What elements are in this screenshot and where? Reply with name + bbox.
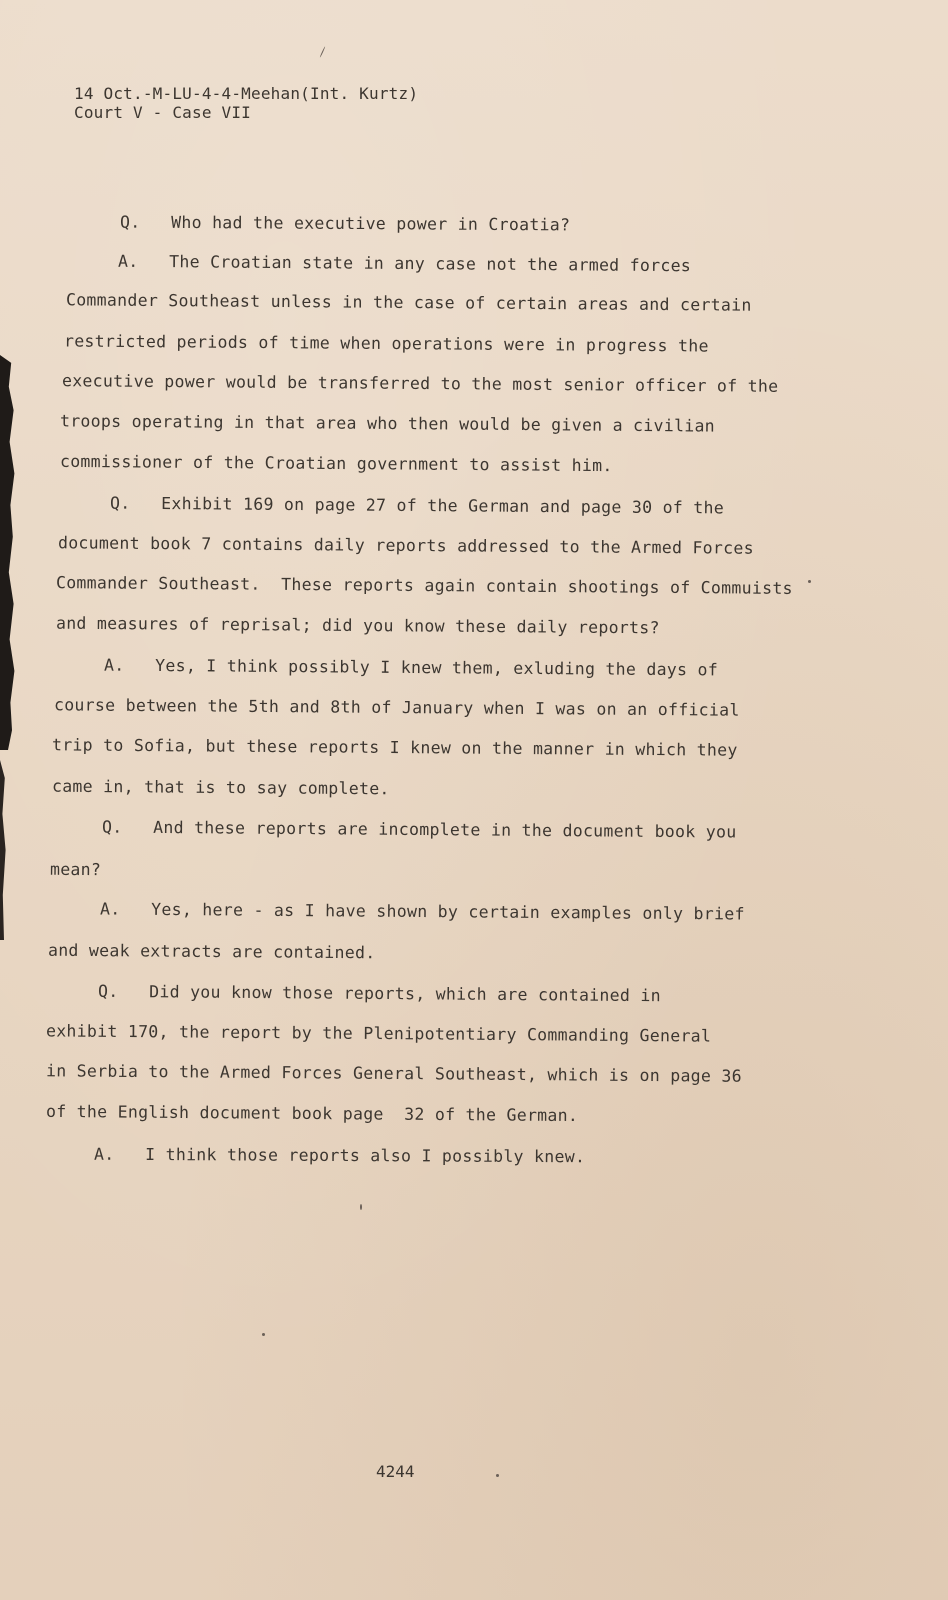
transcript-line: course between the 5th and 8th of January when I was on an official [53,695,740,720]
transcript-line: Q. And these reports are incomplete in the document book you [101,817,737,842]
transcript-line: executive power would be transferred to the most senior officer of the [61,371,779,396]
paper-speck [808,580,811,583]
transcript-line: A. Yes, I think possibly I knew them, exluding the days of [103,655,719,680]
transcript-line: Q. Did you know those reports, which are contained in [97,981,661,1006]
transcript-line: and weak extracts are contained. [47,940,376,963]
transcript-line: A. I think those reports also I possibly knew. [93,1144,586,1167]
paper-speck [262,1333,265,1336]
transcript-line: document book 7 contains daily reports addressed to the Armed Forces [57,533,754,558]
transcript-line: troops operating in that area who then would be given a civilian [59,411,716,436]
transcript-line: A. Yes, here - as I have shown by certain examples only brief [99,899,745,924]
transcript-line: Commander Southeast unless in the case of certain areas and certain [65,290,752,315]
header-session-line: 14 Oct.-M-LU-4-4-Meehan(Int. Kurtz) [74,84,419,103]
transcript-line: in Serbia to the Armed Forces General Southeast, which is on page 36 [45,1061,742,1086]
transcript-line: Commander Southeast. These reports again contain shootings of Commuists [55,573,793,598]
transcript-line: Q. Exhibit 169 on page 27 of the German and page 30 of the [109,493,725,518]
header-court-line: Court V - Case VII [74,103,251,122]
transcript-line: and measures of reprisal; did you know these daily reports? [55,613,660,638]
transcript-line: exhibit 170, the report by the Plenipotentiary Commanding General [45,1021,712,1046]
transcript-line: restricted periods of time when operations were in progress the [63,331,709,356]
transcript-line: mean? [49,859,102,880]
transcript-header [74,84,418,122]
transcript-line: trip to Sofia, but these reports I knew on the manner in which they [51,735,738,760]
transcript-line: A. The Croatian state in any case not the armed forces [117,251,692,276]
transcript-line: came in, that is to say complete. [51,776,390,799]
page-number: 4244 [376,1462,415,1481]
torn-left-edge [0,355,16,750]
paper-speck [360,1204,362,1210]
torn-left-edge-lower [0,760,8,940]
paper-speck [320,46,326,57]
transcript-line: Q. Who had the executive power in Croatia? [119,212,571,235]
transcript-line: commissioner of the Croatian government to assist him. [59,451,613,476]
transcript-line: of the English document book page 32 of the German. [45,1101,579,1126]
paper-speck [496,1474,499,1477]
